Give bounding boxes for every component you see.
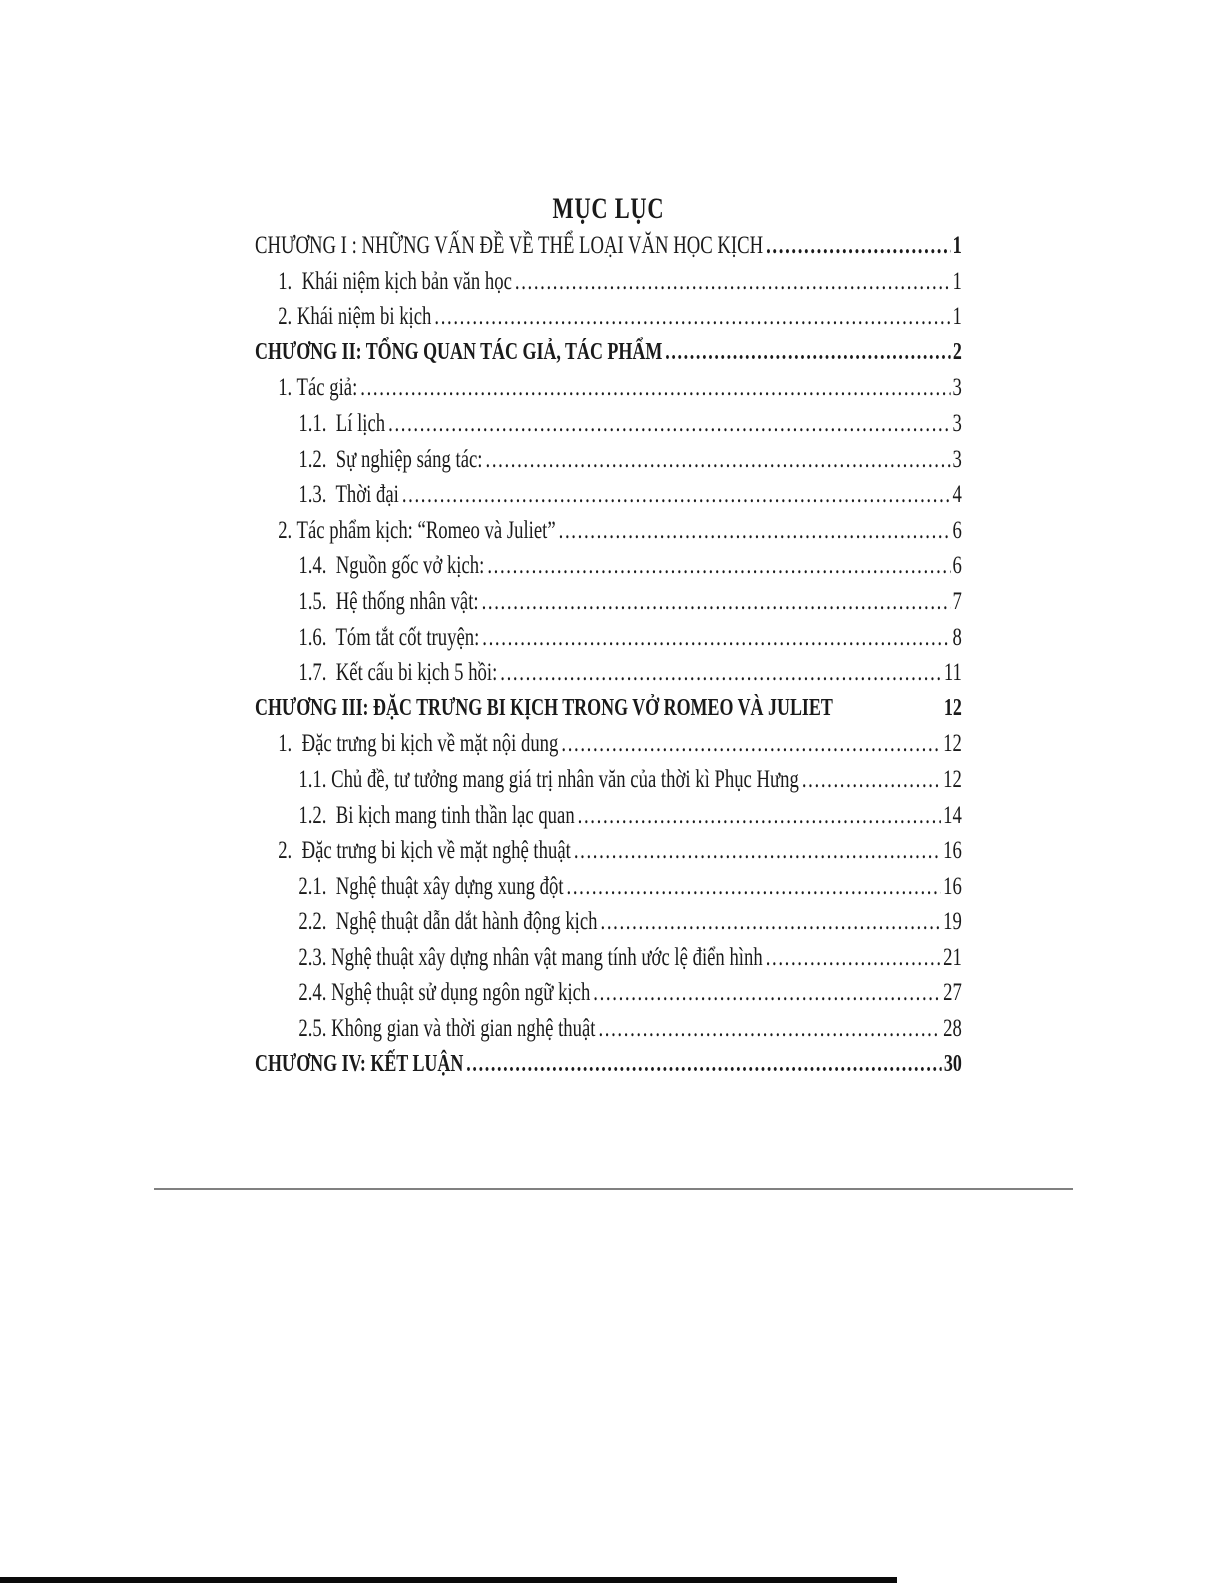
- toc-entry-text: 2. Tác phẩm kịch: “Romeo và Juliet”: [278, 516, 556, 544]
- toc-dot-leader: [593, 975, 941, 1011]
- toc-entry: [255, 264, 962, 300]
- toc-dot-leader: [574, 833, 941, 869]
- toc-entry-text: 1. Khái niệm kịch bản văn học: [278, 267, 512, 295]
- toc-entry-text: 2. Khái niệm bi kịch: [278, 303, 432, 331]
- toc-page-number: 16: [943, 837, 962, 865]
- toc-dot-leader: [559, 513, 951, 549]
- toc-entry: [255, 762, 962, 798]
- toc-entry-text: 1.5. Hệ thống nhân vật:: [298, 587, 479, 615]
- toc-entry-text: 2.4. Nghệ thuật sử dụng ngôn ngữ kịch: [298, 979, 591, 1007]
- bottom-artifact-bar: [0, 1577, 897, 1583]
- toc-entry-text: 1.7. Kết cấu bi kịch 5 hồi:: [298, 659, 498, 687]
- toc-entry: [255, 228, 962, 264]
- toc-entry: [255, 691, 962, 727]
- toc-entry: [255, 584, 962, 620]
- toc-entry: [255, 513, 962, 549]
- toc-page-number: 12: [943, 694, 962, 721]
- toc-entry: [255, 655, 962, 691]
- toc-dot-leader: [598, 1011, 940, 1047]
- toc-page-number: 3: [952, 374, 962, 402]
- toc-page-number: 21: [943, 943, 962, 971]
- toc-page-number: 12: [943, 730, 962, 758]
- toc-page-number: 30: [943, 1050, 962, 1077]
- toc-entry-text: 1. Đặc trưng bi kịch về mặt nội dung: [278, 730, 559, 758]
- toc-entry: [255, 477, 962, 513]
- toc-page-number: 12: [943, 765, 962, 793]
- toc-entry: [255, 798, 962, 834]
- toc-page-number: 7: [952, 587, 962, 615]
- toc-dot-leader: [665, 335, 950, 371]
- toc-dot-leader: [402, 477, 950, 513]
- toc-entry: [255, 299, 962, 335]
- page-separator-line: [154, 1188, 1073, 1190]
- toc-entry: [255, 406, 962, 442]
- toc-entry: [255, 726, 962, 762]
- toc-dot-leader: [567, 869, 941, 905]
- toc-dot-leader: [360, 370, 950, 406]
- toc-entry-text: 2. Đặc trưng bi kịch về mặt nghệ thuật: [278, 837, 571, 865]
- toc-entry: [255, 335, 962, 371]
- toc-page-number: 6: [952, 516, 962, 544]
- toc-entry: [255, 442, 962, 478]
- toc-entry-text: 2.2. Nghệ thuật dẫn dắt hành động kịch: [298, 908, 598, 936]
- toc-entry-text: 1.4. Nguồn gốc vở kịch:: [298, 552, 485, 580]
- toc-entry-text: CHƯƠNG II: TỔNG QUAN TÁC GIẢ, TÁC PHẨM: [255, 338, 663, 365]
- toc-dot-leader: [515, 264, 950, 300]
- toc-entry: [255, 869, 962, 905]
- toc-entry: [255, 975, 962, 1011]
- toc-dot-leader: [434, 299, 950, 335]
- toc-dot-leader: [482, 620, 950, 656]
- toc-page-number: 6: [952, 552, 962, 580]
- toc-entry-text: 2.5. Không gian và thời gian nghệ thuật: [298, 1015, 596, 1043]
- toc-dot-leader: [486, 442, 951, 478]
- toc-entry-text: 1. Tác giả:: [278, 374, 358, 402]
- toc-entry-text: 1.2. Sự nghiệp sáng tác:: [298, 445, 483, 473]
- toc-page-number: 11: [943, 659, 962, 687]
- toc-dot-leader: [578, 798, 941, 834]
- toc-page-number: 8: [952, 623, 962, 651]
- toc-title: MỤC LỤC: [552, 192, 665, 225]
- toc-page-number: 3: [952, 409, 962, 437]
- toc-entry: [255, 370, 962, 406]
- toc-page-number: 2: [952, 338, 962, 365]
- toc-dot-leader: [482, 584, 951, 620]
- toc-entry-text: 1.2. Bi kịch mang tinh thần lạc quan: [298, 801, 575, 829]
- toc-page-number: 1: [952, 267, 962, 295]
- toc-entry: [255, 1047, 962, 1083]
- toc-entry: [255, 940, 962, 976]
- toc-page-number: 1: [952, 232, 962, 259]
- toc-dot-leader: [766, 940, 941, 976]
- toc-entry-text: CHƯƠNG IV: KẾT LUẬN: [255, 1050, 464, 1077]
- toc-page-number: 4: [952, 481, 962, 509]
- toc-entry-text: CHƯƠNG I : NHỮNG VẤN ĐỀ VỀ THỂ LOẠI VĂN HỌC KỊCH: [255, 232, 764, 259]
- toc-dot-leader: [466, 1047, 941, 1083]
- toc-entry: [255, 904, 962, 940]
- toc-entry-text: 1.6. Tóm tắt cốt truyện:: [298, 623, 480, 651]
- toc-page-number: 19: [943, 908, 962, 936]
- toc-page-number: 16: [943, 872, 962, 900]
- toc-dot-leader: [487, 548, 950, 584]
- table-of-contents: [255, 190, 962, 1082]
- toc-page-number: 3: [952, 445, 962, 473]
- toc-entry: [255, 833, 962, 869]
- toc-entry: [255, 620, 962, 656]
- toc-entry: [255, 548, 962, 584]
- toc-dot-leader: [802, 762, 941, 798]
- toc-page-number: 1: [952, 303, 962, 331]
- toc-dot-leader: [561, 726, 941, 762]
- toc-dot-leader: [766, 228, 950, 264]
- toc-dot-leader: [388, 406, 950, 442]
- toc-entry-text: 1.1. Lí lịch: [298, 409, 386, 437]
- toc-entry-text: 1.3. Thời đại: [298, 481, 399, 509]
- toc-entry-text: 1.1. Chủ đề, tư tưởng mang giá trị nhân văn của thời kì Phục Hưng: [298, 765, 799, 793]
- toc-entry-list: [255, 228, 962, 1082]
- toc-entry-text: CHƯƠNG III: ĐẶC TRƯNG BI KỊCH TRONG VỞ ROMEO VÀ JULIET: [255, 694, 833, 721]
- toc-dot-leader: [601, 904, 941, 940]
- toc-page-number: 27: [943, 979, 962, 1007]
- toc-entry: [255, 1011, 962, 1047]
- toc-dot-leader: [500, 655, 941, 691]
- toc-page-number: 28: [943, 1015, 962, 1043]
- toc-page-number: 14: [943, 801, 962, 829]
- toc-entry-text: 2.1. Nghệ thuật xây dựng xung đột: [298, 872, 564, 900]
- toc-entry-text: 2.3. Nghệ thuật xây dựng nhân vật mang tính ước lệ điển hình: [298, 943, 763, 971]
